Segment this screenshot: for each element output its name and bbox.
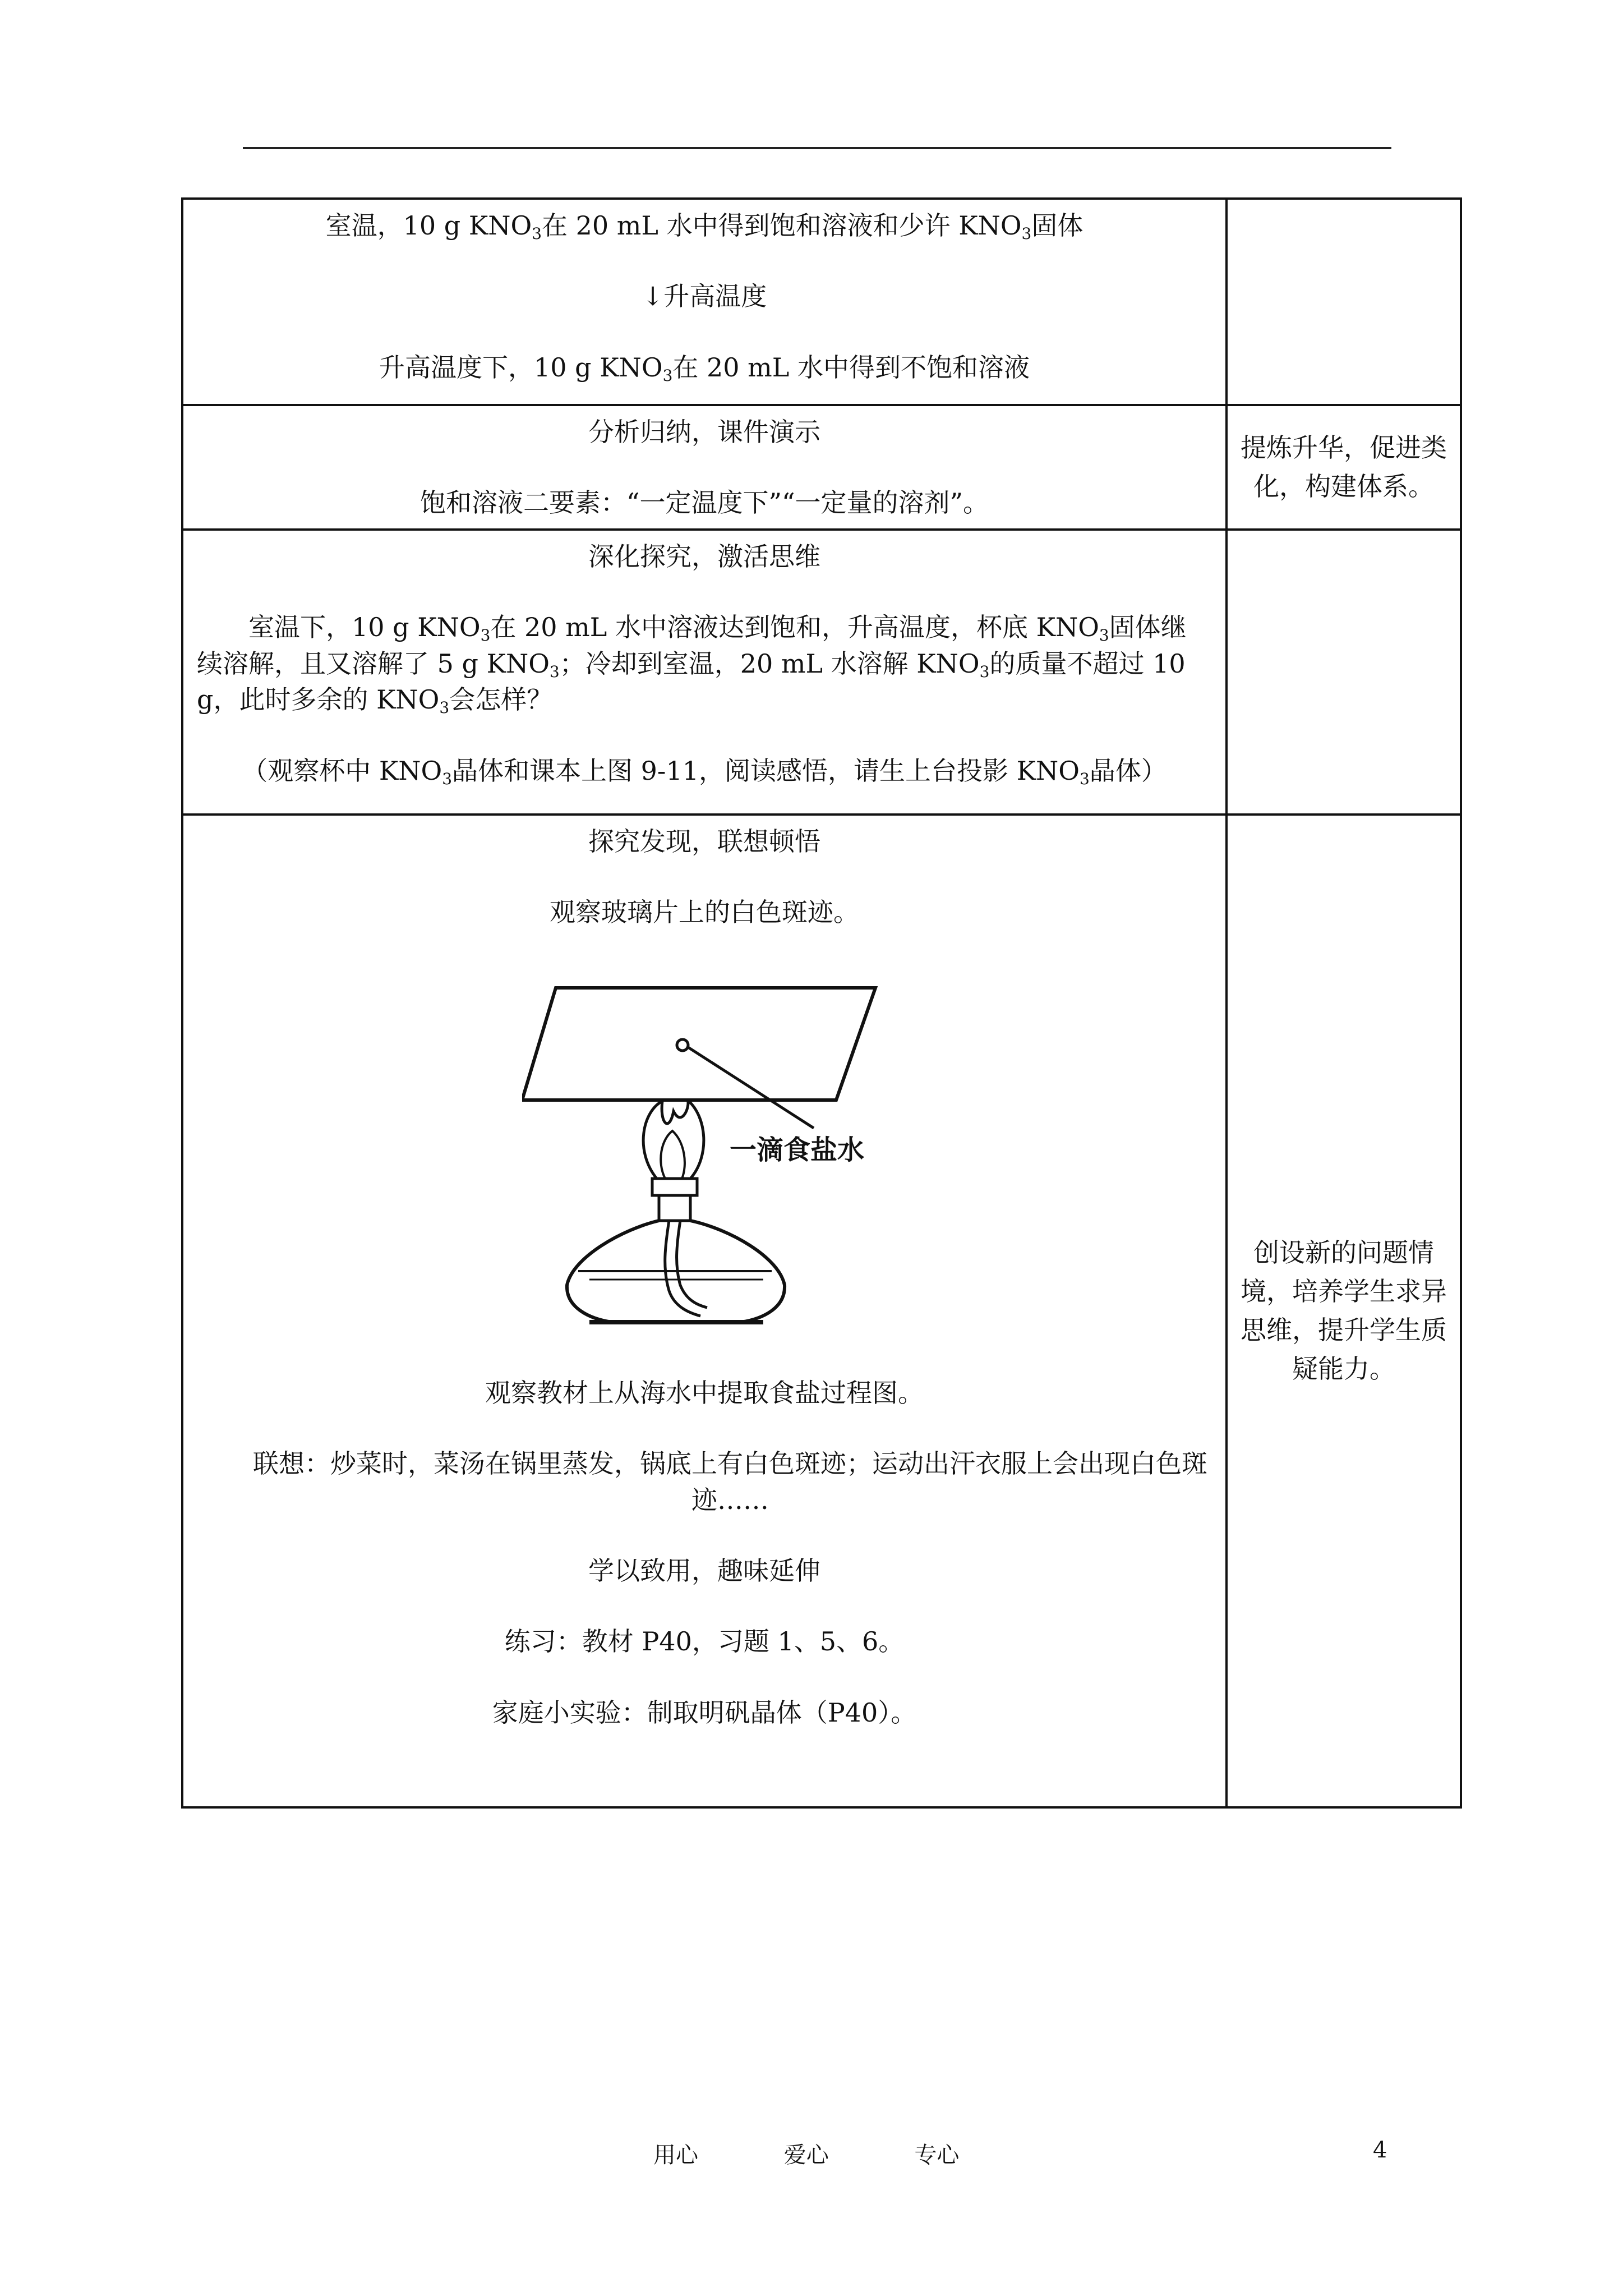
footer-motto-2: 爱心 — [783, 2142, 829, 2168]
footer-mottos — [653, 2137, 1038, 2169]
row4-exercise: 练习：教材 P40，习题 1、5、6。 — [504, 1626, 905, 1657]
row2-main-cell — [182, 405, 1227, 530]
row3-side-cell — [1227, 530, 1461, 815]
table-row — [182, 815, 1461, 1807]
lesson-table — [181, 197, 1462, 1809]
header-rule — [243, 147, 1391, 149]
table-row — [182, 199, 1461, 405]
footer-motto-1: 用心 — [653, 2142, 698, 2168]
table-row — [182, 405, 1461, 530]
footer-motto-3: 专心 — [914, 2142, 960, 2168]
row4-side-text: 创设新的问题情境，培养学生求异思维，提升学生质疑能力。 — [1241, 1237, 1447, 1384]
alcohol-lamp-diagram — [522, 943, 915, 1336]
row3-note: （观察杯中 $KNO_3$晶体和课本上图 9-11，阅读感悟，请生上台投影 $KNO_3$晶体） — [242, 755, 1167, 788]
wick-holder — [659, 1195, 690, 1221]
row3-paragraph: 室温下，10 g $KNO_3$在 20 mL 水中溶液达到饱和，升高温度，杯底 $KNO_3$固体继续溶解，且又溶解了 5 g $KNO_3$；冷却到室温，20 mL 水溶解 $KNO_3$的质量不超过 10 g，此时多余的 $KNO_3$会怎样？ — [197, 612, 1187, 717]
row4-observe2: 观察教材上从海水中提取食盐过程图。 — [485, 1377, 924, 1408]
page-number: 4 — [1373, 2137, 1387, 2163]
row2-side-text: 提炼升华，促进类化，构建体系。 — [1241, 432, 1447, 501]
row4-home-experiment: 家庭小实验：制取明矾晶体（P40）。 — [492, 1697, 917, 1728]
row1-main-cell — [182, 199, 1227, 405]
row1-side-cell — [1227, 199, 1461, 405]
table-row — [182, 530, 1461, 815]
row4-apply-heading: 学以致用，趣味延伸 — [588, 1555, 820, 1586]
inner-flame — [661, 1131, 685, 1179]
glass-plate — [522, 988, 875, 1100]
row4-side-cell — [1227, 815, 1461, 1807]
evaporation-figure — [197, 943, 1212, 1352]
leader-line — [688, 1047, 814, 1128]
row2-body: 饱和溶液二要素：“一定温度下”“一定量的溶剂”。 — [419, 487, 989, 518]
row4-observe1: 观察玻璃片上的白色斑迹。 — [550, 897, 859, 928]
row3-heading: 深化探究，激活思维 — [588, 541, 820, 572]
drop-label: 一滴食盐水 — [730, 1134, 865, 1166]
row2-heading: 分析归纳，课件演示 — [588, 417, 820, 447]
wick-edge — [677, 1221, 707, 1308]
salt-water-drop — [677, 1039, 688, 1051]
row1-line1: 室温，10 g $KNO_3$在 20 mL 水中得到饱和溶液和少许 $KNO_3$固体 — [325, 210, 1083, 243]
row1-line2: ↓升高温度 — [642, 281, 767, 312]
row3-main-cell — [182, 530, 1227, 815]
row4-association: 联想：炒菜时，菜汤在锅里蒸发，锅底上有白色斑迹；运动出汗衣服上会出现白色斑迹…… — [253, 1448, 1207, 1515]
flame — [643, 1100, 704, 1179]
row2-side-cell — [1227, 405, 1461, 530]
row4-main-cell — [182, 815, 1227, 1807]
row1-line3: 升高温度下，10 g $KNO_3$在 20 mL 水中得到不饱和溶液 — [379, 352, 1030, 385]
row4-heading: 探究发现，联想顿悟 — [588, 826, 820, 857]
wick-cap — [652, 1179, 697, 1195]
